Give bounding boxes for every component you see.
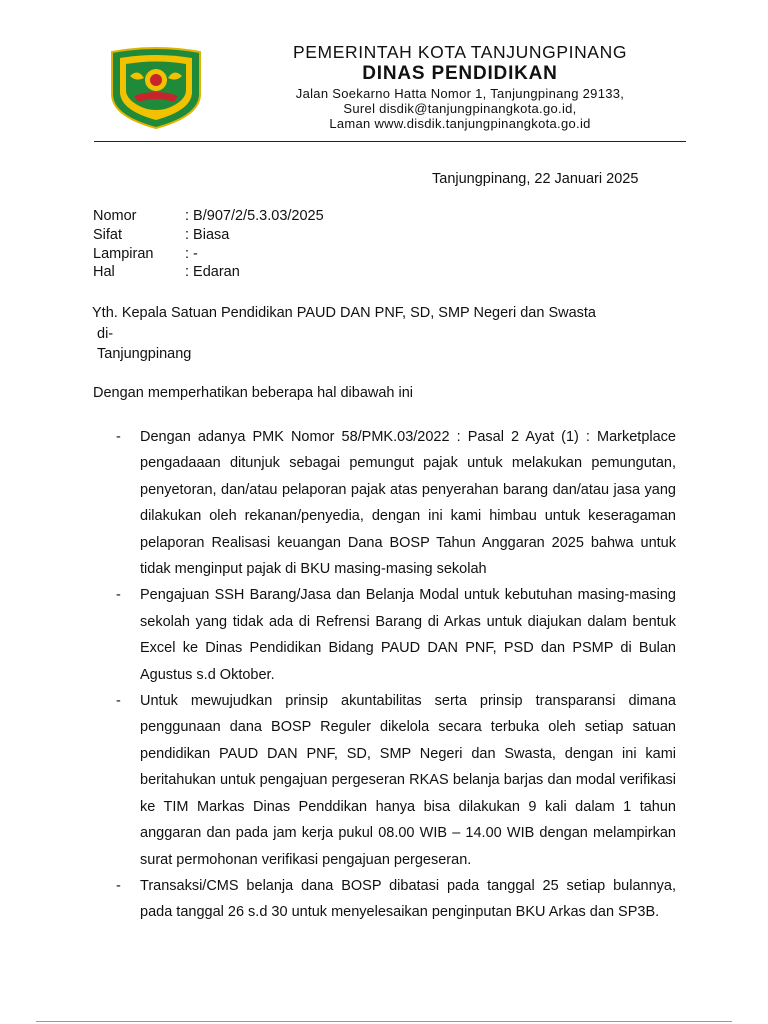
letterhead-address: Jalan Soekarno Hatta Nomor 1, Tanjungpinang 29133, xyxy=(295,86,625,101)
list-item-text: Pengajuan SSH Barang/Jasa dan Belanja Modal untuk kebutuhan masing-masing sekolah yang tidak ada di Refrensi Barang di Arkas untuk diajukan dalam bentuk Excel ke Dinas Pendidikan Bidang PAUD DAN PNF, PSD dan PSMP di Bulan Agustus s.d Oktober. xyxy=(140,587,676,683)
city-coat-of-arms-icon xyxy=(108,46,204,130)
list-item xyxy=(116,424,676,582)
page-bottom-divider xyxy=(36,1021,732,1022)
letterhead-government: PEMERINTAH KOTA TANJUNGPINANG xyxy=(292,42,628,62)
notice-list xyxy=(116,424,676,926)
letterhead-email: Surel disdik@tanjungpinangkota.go.id, xyxy=(343,101,577,116)
list-item xyxy=(116,873,676,926)
list-item xyxy=(116,582,676,688)
meta-key: Nomor xyxy=(93,208,137,224)
addressee-city: Tanjungpinang xyxy=(97,346,192,362)
meta-row-nomor xyxy=(93,207,324,226)
list-bullet: - xyxy=(116,429,121,445)
list-bullet: - xyxy=(116,877,121,894)
letterhead-agency: DINAS PENDIDIKAN xyxy=(362,63,558,84)
meta-value: : Biasa xyxy=(185,226,230,243)
list-bullet: - xyxy=(116,693,121,710)
meta-value: : Edaran xyxy=(185,264,240,281)
meta-key: Sifat xyxy=(93,226,123,243)
list-item xyxy=(116,688,676,873)
meta-key: Lampiran xyxy=(93,245,154,262)
list-item-text: Dengan adanya PMK Nomor 58/PMK.03/2022 : Pasal 2 Ayat (1) : Marketplace pengadaaan ditunjuk sebagai pemungut pajak untuk melakukan pemungutan, penyetoran, dan/atau pelaporan pajak atas penyerahan barang dan/atau jasa yang dilakukan oleh rekanan/penyedia, dengan ini kami himbau untuk keseragaman pelaporan Realisasi keuangan Dana BOSP Tahun Anggaran 2025 bahwa untuk tidak menginput pajak di BKU masing-masing sekolah xyxy=(140,429,676,578)
meta-row-hal xyxy=(93,263,324,282)
letter-date: Tanjungpinang, 22 Januari 2025 xyxy=(432,171,639,187)
meta-value: : B/907/2/5.3.03/2025 xyxy=(185,208,324,224)
meta-value: : - xyxy=(185,245,198,262)
addressee-recipient: Yth. Kepala Satuan Pendidikan PAUD DAN PNF, SD, SMP Negeri dan Swasta xyxy=(92,305,596,321)
intro-paragraph: Dengan memperhatikan beberapa hal dibawah ini xyxy=(93,385,414,401)
meta-row-sifat xyxy=(93,226,324,245)
list-item-text: Transaksi/CMS belanja dana BOSP dibatasi pada tanggal 25 setiap bulannya, pada tanggal 26 s.d 30 untuk menyelesaikan penginputan BKU Arkas dan SP3B. xyxy=(140,877,676,921)
letterhead-website: Laman www.disdik.tanjungpinangkota.go.id xyxy=(329,116,591,131)
letterhead-divider xyxy=(94,141,686,142)
addressee xyxy=(92,303,596,365)
meta-key: Hal xyxy=(93,264,115,281)
list-bullet: - xyxy=(116,587,121,604)
letter-meta xyxy=(93,207,324,282)
addressee-di: di- xyxy=(97,325,114,342)
letterhead xyxy=(250,42,670,131)
meta-row-lampiran xyxy=(93,245,324,264)
list-item-text: Untuk mewujudkan prinsip akuntabilitas serta prinsip transparansi dimana penggunaan dana BOSP Reguler dikelola secara terbuka oleh setiap satuan pendidikan PAUD DAN PNF, SD, SMP Negeri dan Swasta, dengan ini kami beritahukan untuk pengajuan pergeseran RKAS belanja barjas dan modal verifikasi ke TIM Markas Dinas Penddikan hanya bisa dilakukan 9 kali dalam 1 tahun anggaran dan pada jam kerja pukul 08.00 WIB – 14.00 WIB dengan melampirkan surat permohonan verifikasi pengajuan pergeseran. xyxy=(140,693,676,868)
